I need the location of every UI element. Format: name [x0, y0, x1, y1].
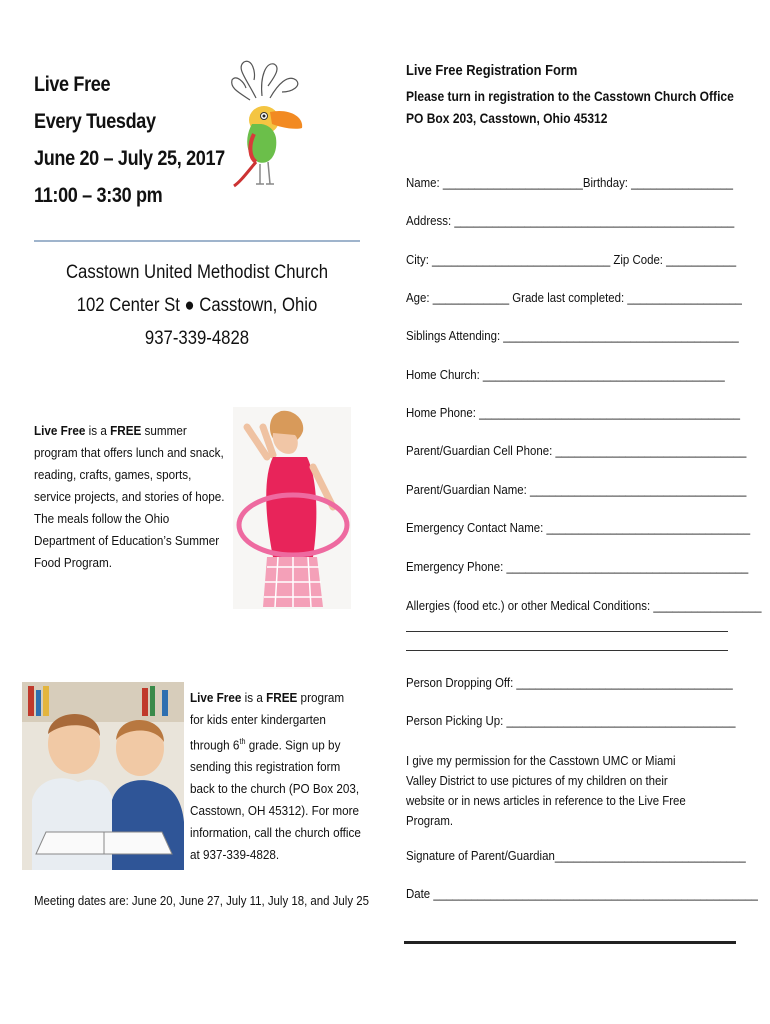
home-phone-field[interactable]: Home Phone: _________________________________________: [406, 405, 741, 420]
form-subtitle-office: Please turn in registration to the Casstown Church Office: [406, 88, 734, 104]
form-instructions: [406, 85, 734, 129]
text: grade. Sign up by sending this registration form back to the church (PO Box 203, Casstown, OH 45312). For more information, call the church office at 937-339-4828.: [190, 737, 361, 863]
form-subtitle-address: PO Box 203, Casstown, Ohio 45312: [406, 110, 608, 126]
emergency-phone-field[interactable]: Emergency Phone: ______________________________________: [406, 559, 749, 574]
form-title: Live Free Registration Form: [406, 62, 578, 79]
address-field[interactable]: Address: ____________________________________________: [406, 213, 735, 228]
brand-name: Live Free: [34, 423, 86, 438]
date-field[interactable]: Date ___________________________________________________: [406, 886, 758, 901]
age-grade-field[interactable]: Age: ____________ Grade last completed: __________________: [406, 290, 742, 305]
church-name: Casstown United Methodist Church: [65, 262, 329, 283]
text: is a: [241, 690, 267, 705]
photo-permission: I give my permission for the Casstown UMC or Miami Valley District to use pictures of my children on their website or in news articles in reference to the Live Free Program.: [406, 753, 686, 828]
emergency-contact-field[interactable]: Emergency Contact Name: ________________________________: [406, 520, 751, 535]
church-address: 102 Center St ● Casstown, Ohio: [76, 295, 318, 316]
superscript: th: [239, 737, 246, 746]
boys-reading-photo: [22, 682, 184, 870]
picking-up-field[interactable]: Person Picking Up: ____________________________________: [406, 713, 736, 728]
event-dates: June 20 – July 25, 2017: [34, 147, 225, 170]
guardian-name-field[interactable]: Parent/Guardian Name: __________________________________: [406, 482, 747, 497]
event-title: Live Free: [34, 73, 111, 96]
bottom-rule: [404, 941, 736, 944]
event-info: [34, 66, 225, 214]
signature-field[interactable]: Signature of Parent/Guardian______________________________: [406, 848, 746, 863]
toucan-illustration: [226, 58, 306, 198]
program-signup: [190, 687, 361, 866]
allergies-line[interactable]: [406, 650, 728, 651]
name-birthday-field[interactable]: Name: ______________________Birthday: ________________: [406, 175, 733, 190]
text: summer program that offers lunch and snack, reading, crafts, games, sports, service projects, and stories of hope. The meals follow the Ohio Department of Education’s Summer Food Program.: [34, 423, 225, 570]
church-phone: 937-339-4828: [144, 328, 250, 349]
free-label: FREE: [266, 690, 298, 705]
allergies-line[interactable]: [406, 631, 728, 632]
allergies-field[interactable]: Allergies (food etc.) or other Medical Conditions: _________________: [406, 598, 762, 613]
event-time: 11:00 – 3:30 pm: [34, 184, 163, 207]
girl-hula-hoop-photo: [233, 407, 351, 609]
brand-name: Live Free: [190, 690, 242, 705]
event-day: Every Tuesday: [34, 110, 156, 133]
home-church-field[interactable]: Home Church: ______________________________________: [406, 367, 725, 382]
siblings-field[interactable]: Siblings Attending: _____________________________________: [406, 328, 739, 343]
divider: [34, 240, 360, 242]
text: is a: [85, 423, 111, 438]
church-info: [34, 256, 360, 355]
city-zip-field[interactable]: City: ____________________________ Zip Code: ___________: [406, 252, 737, 267]
free-label: FREE: [110, 423, 142, 438]
guardian-cell-field[interactable]: Parent/Guardian Cell Phone: ______________________________: [406, 443, 747, 458]
text: program for kids enter kindergarten through 6: [190, 690, 345, 753]
program-description: [34, 420, 230, 574]
dropping-off-field[interactable]: Person Dropping Off: __________________________________: [406, 675, 733, 690]
meeting-dates: Meeting dates are: June 20, June 27, July 11, July 18, and July 25: [34, 893, 369, 908]
